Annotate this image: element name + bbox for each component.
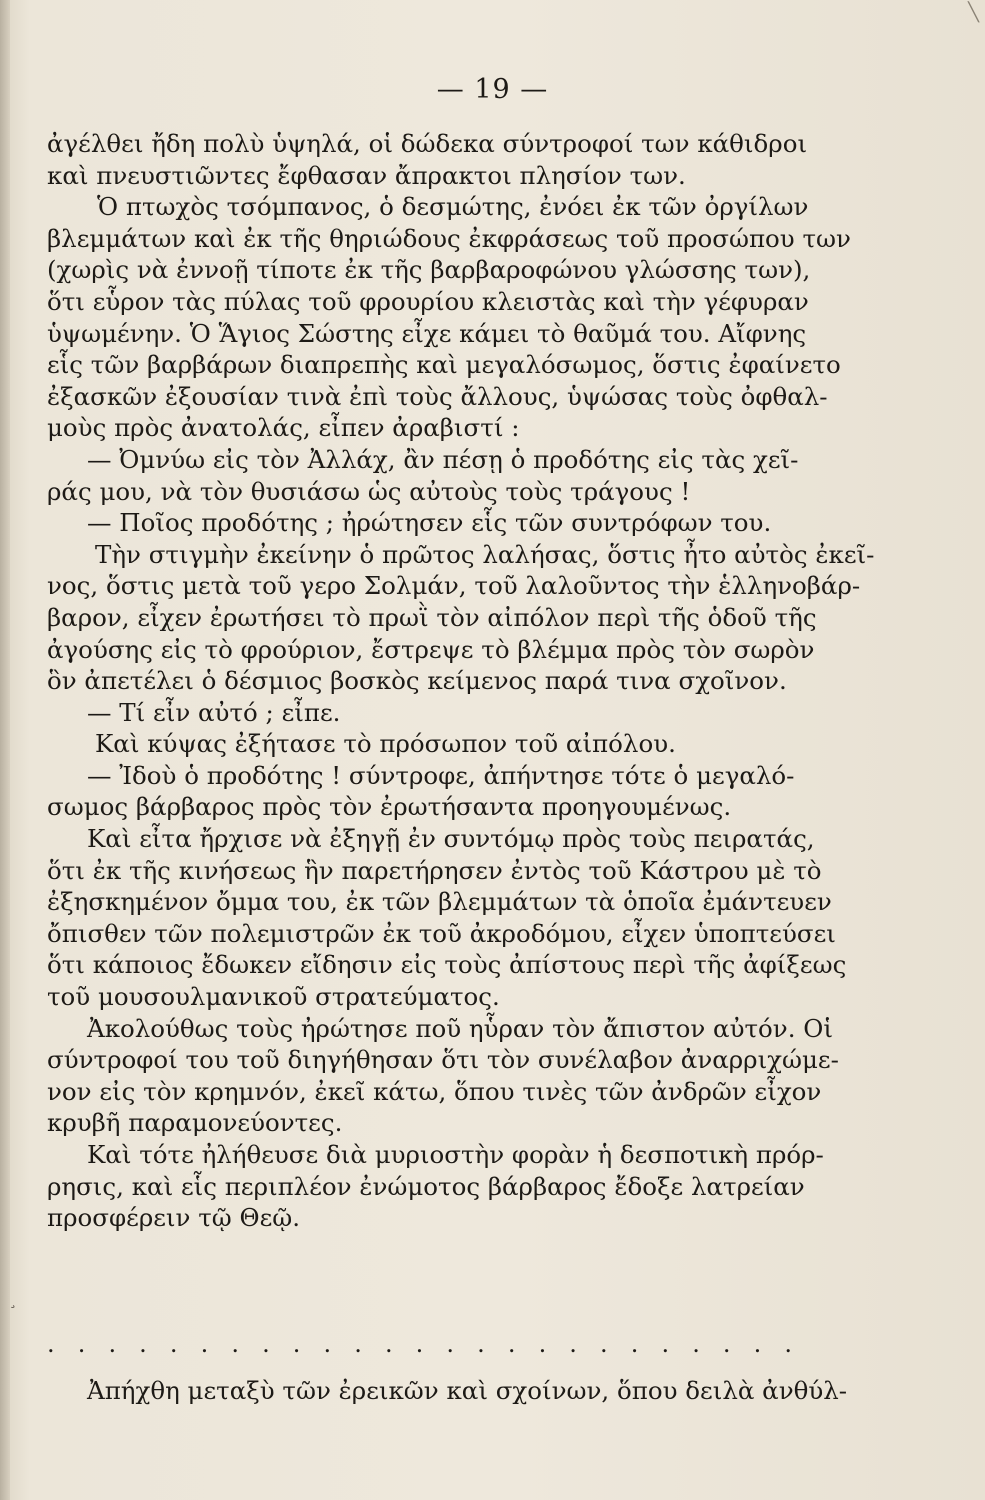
corner-mark: ╲ [968, 2, 979, 23]
text-line: ἀγούσης εἰς τὸ φρούριον, ἔστρεψε τὸ βλέμμα πρὸς τὸν σωρὸν [47, 634, 815, 664]
text-line: (χωρὶς νὰ ἐννοῇ τίποτε ἐκ τῆς βαρβαροφώνου γλώσσης των), [47, 255, 811, 285]
text-line: νον εἰς τὸν κρημνόν, ἐκεῖ κάτω, ὅπου τινὲς τῶν ἀνδρῶν εἶχον [47, 1076, 822, 1106]
text-line: — Ἰδοὺ ὁ προδότης ! σύντροφε, ἀπήντησε τότε ὁ μεγαλό- [87, 760, 795, 790]
text-line: ὅτι κάποιος ἔδωκεν εἴδησιν εἰς τοὺς ἀπίστους περὶ τῆς ἀφίξεως [47, 950, 847, 980]
body-text [47, 128, 875, 1234]
page-number: — 19 — [436, 74, 549, 105]
text-line: νος, ὅστις μετὰ τοῦ γερο Σολμάν, τοῦ λαλοῦντος τὴν ἑλληνοβάρ- [47, 571, 861, 601]
text-line: ὅτι ἐκ τῆς κινήσεως ἣν παρετήρησεν ἐντὸς τοῦ Κάστρου μὲ τὸ [47, 855, 822, 885]
text-line: ράς μου, νὰ τὸν θυσιάσω ὡς αὐτοὺς τοὺς τράγους ! [47, 476, 691, 506]
text-line: ἀγέλθει ἤδη πολὺ ὑψηλά, οἱ δώδεκα σύντροφοί των κάθιδροι [47, 129, 808, 158]
text-line: καὶ πνευστιῶντες ἔφθασαν ἄπρακτοι πλησίον των. [47, 160, 686, 190]
text-line: κρυβῆ παραμονεύοντες. [47, 1108, 343, 1138]
text-line: ὅτι εὗρον τὰς πύλας τοῦ φρουρίου κλειστὰς καὶ τὴν γέφυραν [47, 286, 809, 316]
margin-mark: ¸ [9, 1290, 17, 1309]
text-line: βλεμμάτων καὶ ἐκ τῆς θηριώδους ἐκφράσεως τοῦ προσώπου των [47, 223, 851, 253]
ellipsis-separator: . . . . . . . . . . . . . . . . . . . . . . . . . [47, 1330, 792, 1358]
text-line: — Τί εἶν αὐτό ; εἶπε. [87, 697, 341, 727]
page-binding-edge [0, 0, 10, 1500]
text-line: μοὺς πρὸς ἀνατολάς, εἶπεν ἀραβιστί : [47, 413, 520, 443]
text-line: εἷς τῶν βαρβάρων διαπρεπὴς καὶ μεγαλόσωμος, ὅστις ἐφαίνετο [47, 350, 841, 380]
text-line: ρησις, καὶ εἷς περιπλέον ἐνώμοτος βάρβαρος ἔδοξε λατρείαν [47, 1171, 805, 1201]
text-line: Ἀκολούθως τοὺς ἠρώτησε ποῦ ηὗραν τὸν ἄπιστον αὐτόν. Οἱ [87, 1013, 833, 1043]
text-line: Καὶ τότε ἠλήθευσε διὰ μυριοστὴν φορὰν ἡ δεσποτικὴ πρόρ- [87, 1140, 824, 1169]
text-line: Ὁ πτωχὸς τσόμπανος, ὁ δεσμώτης, ἐνόει ἐκ τῶν ὀργίλων [97, 192, 809, 222]
text-line: προσφέρειν τῷ Θεῷ. [47, 1203, 301, 1233]
text-line-final: Ἀπήχθη μεταξὺ τῶν ἐρεικῶν καὶ σχοίνων, ὅπου δειλὰ ἀνθύλ- [87, 1376, 848, 1405]
text-line: Τὴν στιγμὴν ἐκείνην ὁ πρῶτος λαλήσας, ὅστις ἦτο αὐτὸς ἐκεῖ- [95, 539, 875, 569]
text-line: σύντροφοί του τοῦ διηγήθησαν ὅτι τὸν συνέλαβον ἀναρριχώμε- [47, 1045, 839, 1075]
text-line: ὃν ἀπετέλει ὁ δέσμιος βοσκὸς κείμενος παρά τινα σχοῖνον. [47, 666, 787, 696]
text-line: ὄπισθεν τῶν πολεμιστρῶν ἐκ τοῦ ἀκροδόμου, εἶχεν ὑποπτεύσει [47, 918, 836, 948]
text-line: — Ποῖος προδότης ; ἠρώτησεν εἷς τῶν συντρόφων του. [87, 508, 772, 538]
text-line: — Ὀμνύω εἰς τὸν Ἀλλάχ, ἂν πέσῃ ὁ προδότης εἰς τὰς χεῖ- [87, 444, 799, 474]
text-line: Καὶ κύψας ἐξήτασε τὸ πρόσωπον τοῦ αἰπόλου. [95, 729, 676, 759]
text-line: Καὶ εἶτα ἤρχισε νὰ ἐξηγῇ ἐν συντόμῳ πρὸς τοὺς πειρατάς, [87, 824, 815, 854]
text-line: βαρον, εἶχεν ἐρωτήσει τὸ πρωῒ τὸν αἰπόλον περὶ τῆς ὁδοῦ τῆς [47, 602, 817, 632]
text-line: ἐξησκημένον ὄμμα του, ἐκ τῶν βλεμμάτων τὰ ὁποῖα ἐμάντευεν [47, 887, 832, 917]
text-line: ὑψωμένην. Ὁ Ἅγιος Σώστης εἶχε κάμει τὸ θαῦμά του. Αἴφνης [47, 318, 807, 348]
text-line: ἐξασκῶν ἐξουσίαν τινὰ ἐπὶ τοὺς ἄλλους, ὑψώσας τοὺς ὀφθαλ- [47, 381, 828, 411]
text-line: σωμος βάρβαρος πρὸς τὸν ἐρωτήσαντα προηγουμένως. [47, 792, 732, 822]
text-line: τοῦ μουσουλμανικοῦ στρατεύματος. [47, 982, 500, 1012]
